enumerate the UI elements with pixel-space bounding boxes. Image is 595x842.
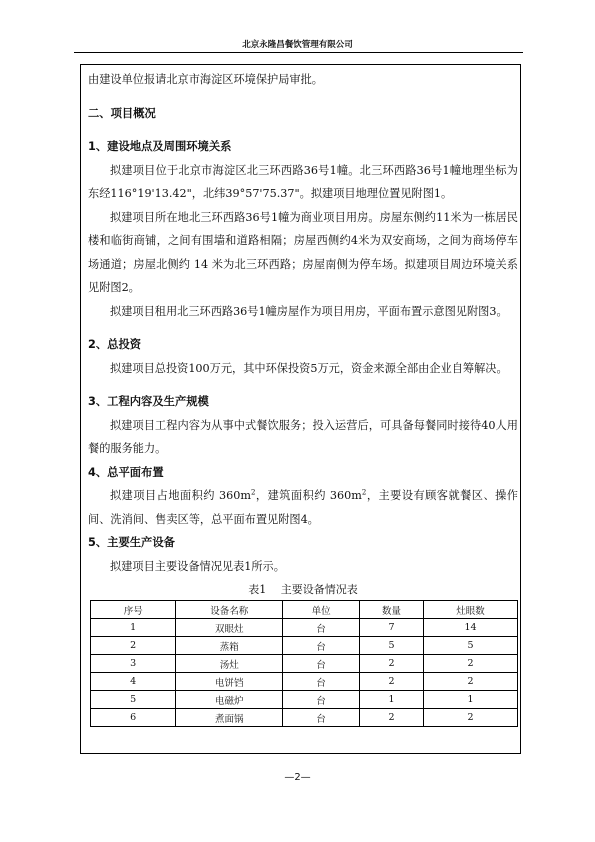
table-row <box>91 673 518 691</box>
table-cell: 7 <box>360 619 424 637</box>
subsection-title-location: 1、建设地点及周围环境关系 <box>88 140 232 153</box>
table-cell: 汤灶 <box>176 655 283 673</box>
table-cell: 5 <box>424 637 518 655</box>
table-row <box>91 619 518 637</box>
header-rule <box>74 52 523 53</box>
column-header: 序号 <box>91 601 176 619</box>
table-cell: 2 <box>360 709 424 727</box>
column-header: 单位 <box>283 601 360 619</box>
table-cell: 2 <box>360 673 424 691</box>
table-cell: 2 <box>424 673 518 691</box>
table-cell: 台 <box>283 673 360 691</box>
table-cell: 2 <box>424 709 518 727</box>
table-cell: 4 <box>91 673 176 691</box>
table-cell: 6 <box>91 709 176 727</box>
intro-paragraph: 由建设单位报请北京市海淀区环境保护局审批。 <box>88 73 323 86</box>
subsection-title-scale: 3、工程内容及生产规模 <box>88 395 209 408</box>
subsection-title-investment: 2、总投资 <box>88 338 142 351</box>
layout-text-a: 拟建项目占地面积约 360m <box>110 489 251 502</box>
table-cell: 电饼铛 <box>176 673 283 691</box>
table-cell: 14 <box>424 619 518 637</box>
scale-paragraph: 拟建项目工程内容为从事中式餐饮服务；投入运营后，可具备每餐同时接待40人用餐的服务能力。 <box>88 418 518 455</box>
table-cell: 台 <box>283 691 360 709</box>
table-row <box>91 709 518 727</box>
equipment-paragraph: 拟建项目主要设备情况见表1所示。 <box>110 559 285 573</box>
table-cell: 蒸箱 <box>176 637 283 655</box>
table-cell: 1 <box>360 691 424 709</box>
table-cell: 2 <box>360 655 424 673</box>
table-cell: 1 <box>91 619 176 637</box>
table-cell: 台 <box>283 619 360 637</box>
table-row <box>91 655 518 673</box>
table-header-row <box>91 601 518 619</box>
column-header: 数量 <box>360 601 424 619</box>
section-title-overview: 二、项目概况 <box>88 106 156 120</box>
layout-paragraph <box>88 484 518 531</box>
page-number: —2— <box>284 772 311 783</box>
layout-text-b: ，建筑面积约 360m <box>255 489 362 502</box>
table-cell: 台 <box>283 655 360 673</box>
subsection-title-layout: 4、总平面布置 <box>88 465 164 479</box>
equipment-table <box>90 600 518 727</box>
column-header: 灶眼数 <box>424 601 518 619</box>
table-row <box>91 637 518 655</box>
investment-paragraph: 拟建项目总投资100万元，其中环保投资5万元，资金来源全部由企业自筹解决。 <box>110 361 508 375</box>
table-cell: 5 <box>91 691 176 709</box>
page-header: 北京永隆昌餐饮管理有限公司 <box>242 40 353 50</box>
table-cell: 5 <box>360 637 424 655</box>
table-cell: 2 <box>424 655 518 673</box>
layout-text-c: ，主要设有顾客就餐区、操作间、洗消间、售卖区等，总平面布置见附图4。 <box>88 489 518 526</box>
table-cell: 3 <box>91 655 176 673</box>
column-header: 设备名称 <box>176 601 283 619</box>
table-cell: 双眼灶 <box>176 619 283 637</box>
superscript: 2 <box>361 488 367 497</box>
superscript: 2 <box>250 488 256 497</box>
table-cell: 电磁炉 <box>176 691 283 709</box>
location-paragraph-1: 拟建项目位于北京市海淀区北三环西路36号1幢。北三环西路36号1幢地理坐标为东经116°19'13.42"，北纬39°57'75.37"。拟建项目地理位置见附图1。 <box>88 163 518 200</box>
table-cell: 煮面锅 <box>176 709 283 727</box>
subsection-title-equipment: 5、主要生产设备 <box>88 536 175 549</box>
table-caption: 表1 主要设备情况表 <box>248 583 358 596</box>
document-body <box>88 68 518 727</box>
table-row <box>91 691 518 709</box>
table-cell: 1 <box>424 691 518 709</box>
table-cell: 2 <box>91 637 176 655</box>
table-cell: 台 <box>283 709 360 727</box>
location-paragraph-2: 拟建项目所在地北三环西路36号1幢为商业项目用房。房屋东侧约11米为一栋居民楼和临街商铺，之间有围墙和道路相隔；房屋西侧约4米为双安商场，之间为商场停车场通道；房屋北侧约 14 米为北三环西路；房屋南侧为停车场。拟建项目周边环境关系见附图2。 <box>88 210 518 294</box>
table-cell: 台 <box>283 637 360 655</box>
location-paragraph-3: 拟建项目租用北三环西路36号1幢房屋作为项目用房，平面布置示意图见附图3。 <box>110 304 508 318</box>
